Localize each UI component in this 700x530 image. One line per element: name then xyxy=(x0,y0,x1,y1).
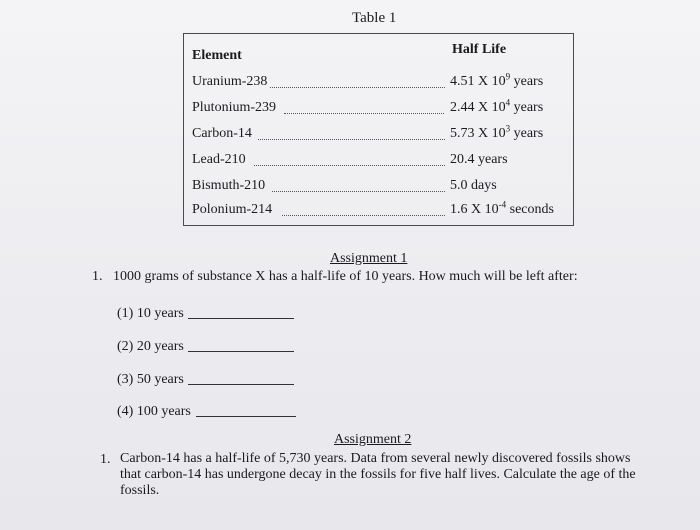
assignment-1-question: 1000 grams of substance X has a half-life of 10 years. How much will be left after: xyxy=(113,269,578,284)
answer-blank[interactable] xyxy=(196,416,296,417)
question-line: Carbon-14 has a half-life of 5,730 years. Data from several newly discovered fossils shows xyxy=(120,451,631,466)
element-name: Bismuth-210 xyxy=(192,178,266,193)
assignment-2-heading: Assignment 2 xyxy=(334,432,412,447)
dot-leader xyxy=(272,191,445,192)
table-row xyxy=(192,71,562,92)
answer-item-label: (4) 100 years xyxy=(117,404,191,419)
table-row xyxy=(192,97,562,118)
question-line: that carbon-14 has undergone decay in the fossils for five half lives. Calculate the age of the xyxy=(120,467,636,482)
half-life-value: 1.6 X $10^{-4}$ seconds xyxy=(450,199,554,217)
answer-blank[interactable] xyxy=(188,384,294,385)
dot-leader xyxy=(258,139,445,140)
element-name: Polonium-214 xyxy=(192,202,273,217)
dot-leader xyxy=(270,87,445,88)
half-life-value: 20.4 years xyxy=(450,152,508,167)
table-row xyxy=(192,199,562,220)
assignment-1-heading: Assignment 1 xyxy=(330,251,408,266)
table-row xyxy=(192,178,562,196)
column-header-element: Element xyxy=(192,48,242,63)
element-name: Lead-210 xyxy=(192,152,246,167)
question-number: 1. xyxy=(92,269,103,284)
half-life-value: 5.73 X $10^3$ years xyxy=(450,123,544,141)
element-name: Uranium-238 xyxy=(192,74,268,89)
element-name: Plutonium-239 xyxy=(192,100,277,115)
table-title: Table 1 xyxy=(352,10,397,26)
half-life-value: 5.0 days xyxy=(450,178,497,193)
answer-item-label: (3) 50 years xyxy=(117,372,184,387)
half-life-table xyxy=(183,33,574,226)
dot-leader xyxy=(282,215,445,216)
element-name: Carbon-14 xyxy=(192,126,252,141)
question-line: fossils. xyxy=(120,483,160,498)
dot-leader xyxy=(254,165,445,166)
answer-blank[interactable] xyxy=(188,351,294,352)
assignment-2-question xyxy=(120,451,660,499)
question-number: 1. xyxy=(100,452,111,467)
answer-blank[interactable] xyxy=(188,318,294,319)
table-row xyxy=(192,152,562,170)
dot-leader xyxy=(284,113,444,114)
answer-item-label: (1) 10 years xyxy=(117,306,184,321)
half-life-value: 4.51 X $10^9$ years xyxy=(450,71,544,89)
answer-item-label: (2) 20 years xyxy=(117,339,184,354)
half-life-value: 2.44 X $10^4$ years xyxy=(450,97,544,115)
table-row xyxy=(192,123,562,144)
column-header-half-life: Half Life xyxy=(452,42,507,57)
